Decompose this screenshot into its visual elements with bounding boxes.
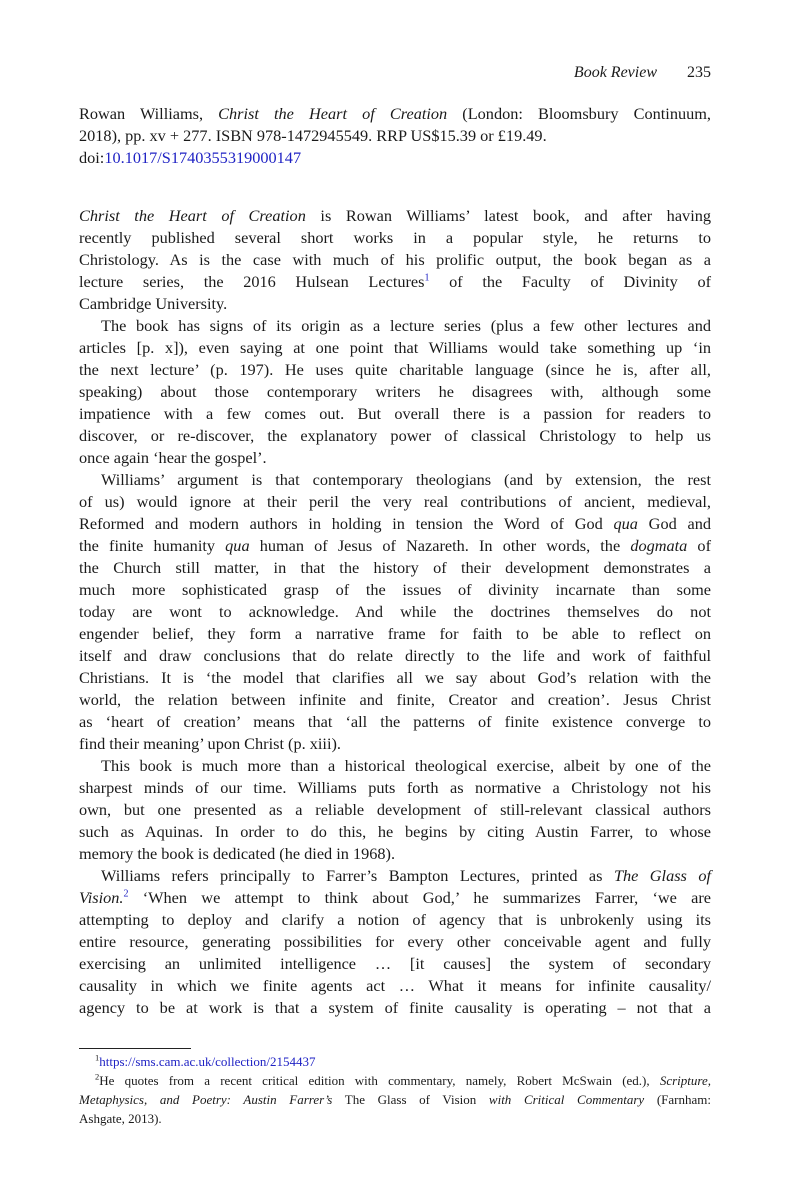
- italic-title: Metaphysics, and Poetry: Austin Farrer’s: [79, 1092, 333, 1107]
- text-line: exercising an unlimited intelligence … [it causes] the system of secondary: [79, 954, 711, 973]
- footnotes: [79, 1052, 711, 1128]
- review-body: [79, 205, 711, 1019]
- footnote-divider: [79, 1048, 191, 1049]
- doi-link[interactable]: 10.1017/S1740355319000147: [104, 148, 302, 167]
- text-line: This book is much more than a historical theological exercise, albeit by one of the: [101, 756, 711, 775]
- text-span: is Rowan Williams’ latest book, and after having: [305, 206, 711, 225]
- text-line: [79, 513, 711, 535]
- text-span: (Farnham:: [644, 1092, 711, 1107]
- text-line: the next lecture’ (p. 197). He uses quite charitable language (since he is, after all,: [79, 360, 711, 379]
- citation-line: 2018), pp. xv + 277. ISBN 978-1472945549. RRP US$15.39 or £19.49.: [79, 126, 547, 145]
- text-span: He quotes from a recent critical edition with commentary, namely, Robert McSwain (ed.),: [99, 1073, 660, 1088]
- text-line: engender belief, they form a narrative frame for faith to be able to reflect on: [79, 624, 711, 643]
- book-title-italic: The Glass of: [613, 866, 711, 885]
- text-span: of: [687, 536, 711, 555]
- text-line: causality in which we finite agents act … What it means for infinite causality/: [79, 976, 711, 995]
- page-number: 235: [687, 64, 711, 81]
- text-line: impatience with a few comes out. But overall there is a passion for readers to: [79, 404, 711, 423]
- doi-label: doi:: [79, 148, 105, 167]
- text-line: speaking) about those contemporary writers he disagrees with, although some: [79, 382, 711, 401]
- text-line: [79, 271, 711, 293]
- text-line: find their meaning’ upon Christ (p. xiii).: [79, 734, 341, 753]
- footnote-url-link[interactable]: https://sms.cam.ac.uk/collection/2154437: [99, 1054, 316, 1069]
- text-span: human of Jesus of Nazareth. In other words, the: [249, 536, 631, 555]
- footnote-1: [79, 1052, 711, 1071]
- footnote-ref-2[interactable]: 2: [123, 888, 129, 900]
- text-line: Christology. As is the case with much of his prolific output, the book began as a: [79, 250, 711, 269]
- italic-term: qua: [613, 514, 638, 533]
- text-span: lecture series, the 2016 Hulsean Lectures: [79, 272, 425, 291]
- text-line: [79, 205, 711, 227]
- text-span: of the Faculty of Divinity of: [429, 272, 712, 291]
- footnote-marker: 2: [95, 1071, 100, 1082]
- text-line: world, the relation between infinite and finite, Creator and creation’. Jesus Christ: [79, 690, 711, 709]
- citation-author: Rowan Williams,: [79, 104, 219, 123]
- text-line: attempting to deploy and clarify a notion of agency that is unbrokenly using its: [79, 910, 711, 929]
- footnote-2-line: Ashgate, 2013).: [79, 1111, 162, 1126]
- text-line: [79, 865, 711, 887]
- text-span: The Glass of Vision: [332, 1092, 489, 1107]
- text-line: itself and draw conclusions that do relate directly to the life and work of faithful: [79, 646, 711, 665]
- italic-term: dogmata: [630, 536, 688, 555]
- text-line: [79, 887, 711, 909]
- text-span: the finite humanity: [79, 536, 226, 555]
- running-head: [574, 64, 711, 82]
- text-line: discover, or re-discover, the explanatory power of classical Christology to help us: [79, 426, 711, 445]
- citation-publisher: (London: Bloomsbury Continuum,: [447, 104, 711, 123]
- text-line: Cambridge University.: [79, 294, 228, 313]
- text-span: God and: [637, 514, 711, 533]
- text-line: own, but one presented as a reliable development of still-relevant classical authors: [79, 800, 711, 819]
- text-line: memory the book is dedicated (he died in 1968).: [79, 844, 396, 863]
- footnote-ref-1[interactable]: 1: [424, 272, 430, 284]
- text-span: Reformed and modern authors in holding in tension the Word of God: [79, 514, 614, 533]
- text-line: as ‘heart of creation’ means that ‘all the patterns of finite existence converge to: [79, 712, 711, 731]
- italic-title: Scripture,: [659, 1073, 711, 1088]
- footnote-2: [79, 1071, 711, 1090]
- citation-book-title: Christ the Heart of Creation: [218, 104, 448, 123]
- text-line: sharpest minds of our time. Williams puts forth as normative a Christology not his: [79, 778, 711, 797]
- italic-title: with Critical Commentary: [488, 1092, 645, 1107]
- book-citation: [79, 103, 711, 169]
- text-span: Williams refers principally to Farrer’s Bampton Lectures, printed as: [101, 866, 614, 885]
- book-title-italic: Christ the Heart of Creation: [79, 206, 306, 225]
- citation-line: [79, 103, 711, 125]
- text-line: The book has signs of its origin as a lecture series (plus a few other lectures and: [101, 316, 711, 335]
- text-line: agency to be at work is that a system of finite causality is operating – not that a: [79, 998, 711, 1017]
- text-line: Williams’ argument is that contemporary theologians (and by extension, the rest: [101, 470, 711, 489]
- text-line: recently published several short works in a popular style, he returns to: [79, 228, 711, 247]
- citation-doi-line: [79, 147, 711, 169]
- text-line: of us) would ignore at their peril the very real contributions of ancient, medieval,: [79, 492, 711, 511]
- text-line: Christians. It is ‘the model that clarifies all we say about God’s relation with the: [79, 668, 711, 687]
- text-line: once again ‘hear the gospel’.: [79, 448, 267, 467]
- text-line: much more sophisticated grasp of the issues of divinity incarnate than some: [79, 580, 711, 599]
- text-line: the Church still matter, in that the history of their development demonstrates a: [79, 558, 711, 577]
- text-line: today are wont to acknowledge. And while the doctrines themselves do not: [79, 602, 711, 621]
- text-line: such as Aquinas. In order to do this, he begins by citing Austin Farrer, to whose: [79, 822, 711, 841]
- text-line: articles [p. x]), even saying at one point that Williams would take something up ‘in: [79, 338, 711, 357]
- footnote-2-line: [79, 1090, 711, 1109]
- text-line: [79, 535, 711, 557]
- footnote-marker: 1: [95, 1052, 100, 1063]
- text-line: entire resource, generating possibilities for every other conceivable agent and fully: [79, 932, 711, 951]
- text-span: ‘When we attempt to think about God,’ he summarizes Farrer, ‘we are: [128, 888, 711, 907]
- italic-term: qua: [225, 536, 250, 555]
- section-title: Book Review: [573, 64, 657, 81]
- book-title-italic: Vision.: [79, 888, 124, 907]
